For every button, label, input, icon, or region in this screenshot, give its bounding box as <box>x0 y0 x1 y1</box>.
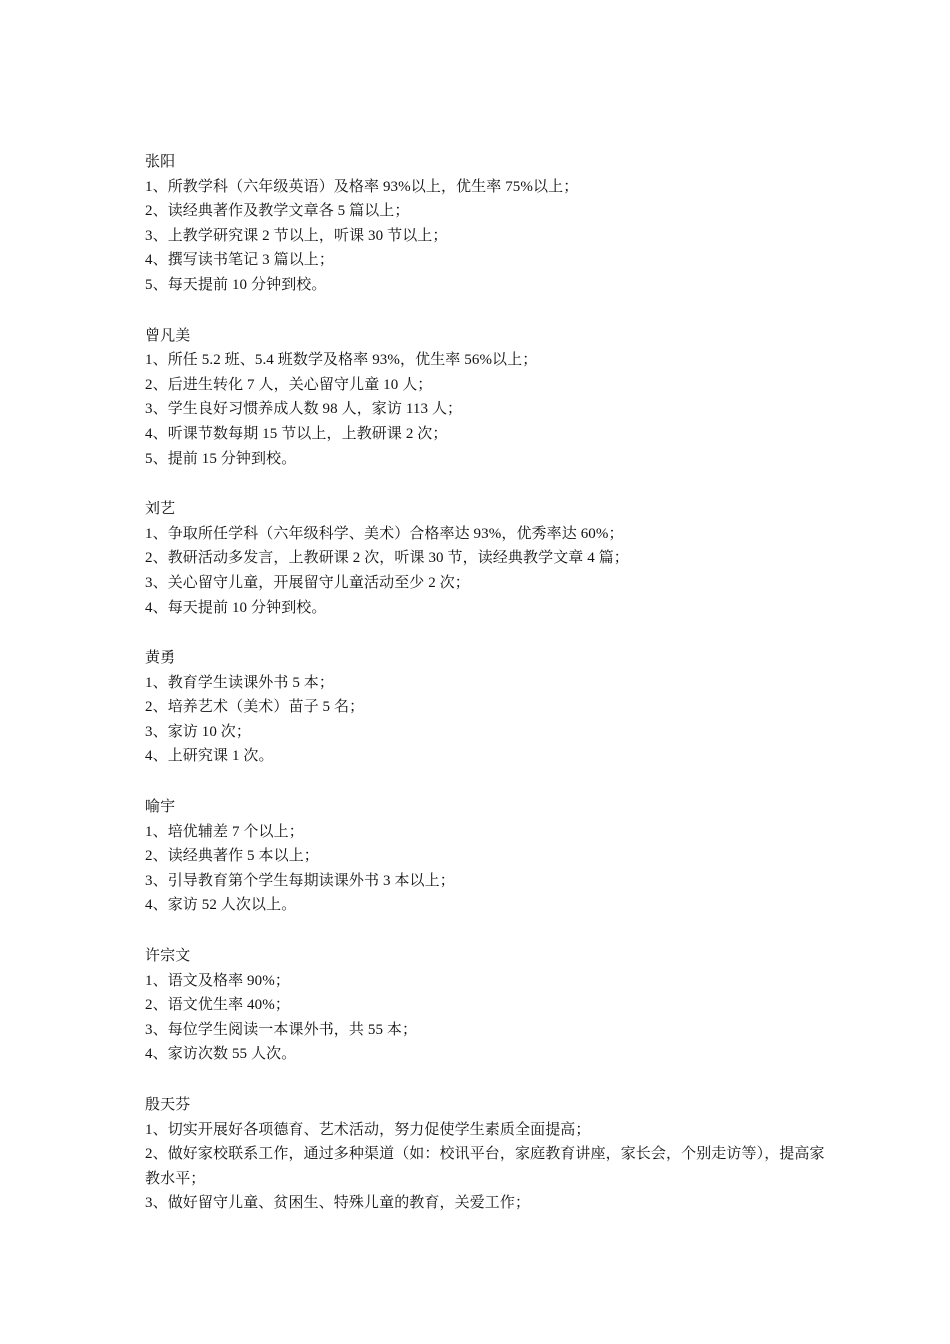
teacher-section-huang-yong <box>145 646 825 769</box>
goal-item: 5、每天提前 10 分钟到校。 <box>145 276 327 293</box>
goal-item: 2、教研活动多发言，上教研课 2 次，听课 30 节，读经典教学文章 4 篇； <box>145 550 629 567</box>
teacher-name: 曾凡美 <box>145 327 191 344</box>
goal-item: 3、学生良好习惯养成人数 98 人，家访 113 人； <box>145 401 463 418</box>
goal-item: 3、每位学生阅读一本课外书，共 55 本； <box>145 1021 418 1038</box>
teacher-section-zeng-fanmei <box>145 324 825 472</box>
goal-item: 2、做好家校联系工作，通过多种渠道（如：校讯平台，家庭教育讲座，家长会，个别走访等），提高家教水平； <box>145 1146 825 1187</box>
goal-item: 4、每天提前 10 分钟到校。 <box>145 599 327 616</box>
goal-item: 1、语文及格率 90%； <box>145 972 290 989</box>
goal-item: 2、培养艺术（美术）苗子 5 名； <box>145 699 365 716</box>
goal-item: 4、家访次数 55 人次。 <box>145 1046 297 1063</box>
goal-item: 1、教育学生读课外书 5 本； <box>145 674 335 691</box>
teacher-name: 刘艺 <box>145 501 176 518</box>
teacher-section-yu-yu <box>145 795 825 918</box>
goal-item: 1、所任 5.2 班、5.4 班数学及格率 93%，优生率 56%以上； <box>145 352 538 369</box>
goal-item: 2、读经典著作 5 本以上； <box>145 848 319 865</box>
goal-item: 5、提前 15 分钟到校。 <box>145 450 297 467</box>
goal-item: 3、上教学研究课 2 节以上，听课 30 节以上； <box>145 227 448 244</box>
goal-item: 1、切实开展好各项德育、艺术活动，努力促使学生素质全面提高； <box>145 1121 591 1138</box>
goal-item: 4、家访 52 人次以上。 <box>145 897 297 914</box>
goal-item: 2、后进生转化 7 人，关心留守儿童 10 人； <box>145 376 433 393</box>
goal-item: 1、所教学科（六年级英语）及格率 93%以上，优生率 75%以上； <box>145 178 579 195</box>
teacher-name: 黄勇 <box>145 650 176 667</box>
goal-item: 1、争取所任学科（六年级科学、美术）合格率达 93%，优秀率达 60%； <box>145 525 624 542</box>
goal-item: 3、关心留守儿童，开展留守儿童活动至少 2 次； <box>145 574 470 591</box>
goal-item: 4、上研究课 1 次。 <box>145 748 274 765</box>
goal-item: 4、撰写读书笔记 3 篇以上； <box>145 252 335 269</box>
goal-item: 2、语文优生率 40%； <box>145 997 290 1014</box>
document-page <box>145 150 825 1242</box>
goal-item: 1、培优辅差 7 个以上； <box>145 823 304 840</box>
goal-item: 2、读经典著作及教学文章各 5 篇以上； <box>145 203 410 220</box>
teacher-name: 许宗文 <box>145 948 191 965</box>
goal-item: 3、引导教育第个学生每期读课外书 3 本以上； <box>145 872 455 889</box>
teacher-section-liu-yi <box>145 497 825 620</box>
goal-item: 3、家访 10 次； <box>145 723 252 740</box>
teacher-section-yin-tianfen <box>145 1093 825 1216</box>
teacher-name: 殷天芬 <box>145 1097 191 1113</box>
goal-item: 3、做好留守儿童、贫困生、特殊儿童的教育，关爱工作； <box>145 1195 531 1212</box>
teacher-name: 张阳 <box>145 154 176 170</box>
teacher-section-zhang-yang <box>145 150 825 298</box>
teacher-name: 喻宇 <box>145 799 176 816</box>
goal-item: 4、听课节数每期 15 节以上，上教研课 2 次； <box>145 425 448 442</box>
teacher-section-xu-zongwen <box>145 944 825 1067</box>
